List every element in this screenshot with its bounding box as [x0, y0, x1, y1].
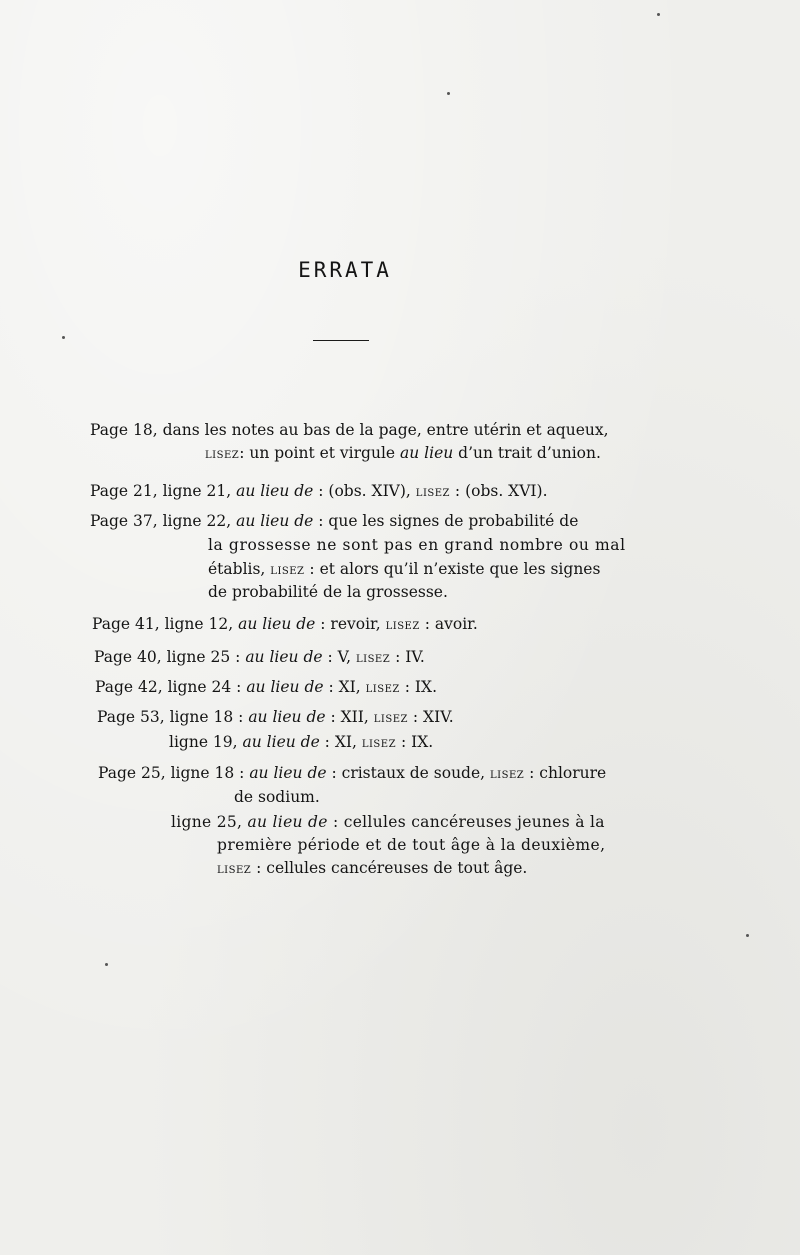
- line-text: : cristaux de soude,: [326, 764, 491, 782]
- errata-line: [90, 481, 548, 502]
- errata-line: [208, 535, 626, 555]
- line-text: : IX.: [399, 678, 438, 696]
- line-text: : IX.: [396, 733, 434, 751]
- line-text: ligne 25 :: [166, 648, 246, 666]
- page-ref: Page 37,: [90, 512, 158, 530]
- line-text: d’un trait d’union.: [453, 444, 601, 462]
- italic-text: au lieu de: [248, 708, 326, 726]
- italic-text: au lieu: [400, 444, 454, 462]
- errata-line: [217, 858, 527, 879]
- line-text: dans les notes au bas de la page, entre utérin et aqueux,: [162, 421, 609, 439]
- errata-line: [94, 647, 425, 668]
- scan-speck: [746, 934, 749, 937]
- lisez-label: lisez: [490, 766, 525, 782]
- line-text: : que les signes de probabilité de: [313, 512, 579, 530]
- line-text: : XIV.: [407, 708, 454, 726]
- scan-speck: [447, 92, 450, 95]
- lisez-label: lisez: [361, 735, 397, 751]
- line-text: : XI,: [323, 678, 366, 696]
- line-text: établis,: [208, 560, 271, 578]
- italic-text: au lieu de: [249, 764, 327, 782]
- italic-text: au lieu de: [236, 482, 314, 500]
- page-ref: Page 21,: [90, 482, 158, 500]
- errata-line: [208, 582, 448, 602]
- lisez-label: lisez: [373, 710, 408, 726]
- errata-line: [95, 677, 437, 698]
- errata-line: [171, 812, 605, 832]
- lisez-label: lisez: [355, 650, 391, 666]
- page-ref: Page 18,: [90, 421, 158, 439]
- line-text: ligne 25,: [171, 813, 248, 831]
- line-text: la grossesse ne sont pas en grand nombre ou mal: [208, 536, 626, 554]
- lisez-label: lisez: [217, 861, 252, 877]
- page-title: ERRATA: [298, 258, 392, 282]
- errata-line: [217, 835, 605, 855]
- errata-line: [90, 511, 578, 531]
- line-text: ligne 12,: [164, 615, 239, 633]
- page-ref: Page 25,: [98, 764, 166, 782]
- line-text: : revoir,: [315, 615, 386, 633]
- lisez-label: lisez: [270, 562, 305, 578]
- page-ref: Page 53,: [97, 708, 165, 726]
- title-rule: [313, 340, 369, 341]
- line-text: : IV.: [390, 648, 425, 666]
- line-text: : XII,: [325, 708, 374, 726]
- scan-speck: [657, 13, 660, 16]
- page-ref: Page 42,: [95, 678, 163, 696]
- errata-line: [234, 787, 320, 807]
- line-text: ligne 21,: [162, 482, 237, 500]
- line-text: ligne 19,: [169, 733, 243, 751]
- page-ref: Page 40,: [94, 648, 162, 666]
- lisez-label: lisez: [385, 617, 420, 633]
- errata-line: [90, 420, 609, 440]
- scan-speck: [105, 963, 108, 966]
- line-text: : cellules cancéreuses de tout âge.: [251, 859, 528, 877]
- line-text: : V,: [322, 648, 356, 666]
- italic-text: au lieu de: [238, 615, 316, 633]
- line-text: ligne 18 :: [170, 764, 250, 782]
- line-text: première période et de tout âge à la deuxième,: [217, 836, 606, 854]
- line-text: de probabilité de la grossesse.: [208, 583, 448, 601]
- italic-text: au lieu de: [242, 733, 320, 751]
- line-text: de sodium.: [234, 788, 320, 806]
- lisez-label: lisez: [205, 446, 240, 462]
- scan-speck: [62, 336, 65, 339]
- errata-line: [98, 763, 606, 784]
- lisez-label: lisez: [365, 680, 400, 696]
- line-text: ligne 22,: [162, 512, 237, 530]
- line-text: : chlorure: [524, 764, 607, 782]
- errata-line: [92, 614, 478, 635]
- line-text: ligne 18 :: [169, 708, 249, 726]
- errata-line: [97, 707, 454, 728]
- italic-text: au lieu de: [246, 678, 324, 696]
- line-text: : XI,: [319, 733, 362, 751]
- line-text: : avoir.: [419, 615, 478, 633]
- line-text: : (obs. XIV),: [313, 482, 416, 500]
- errata-line: [208, 559, 600, 580]
- line-text: : cellules cancéreuses jeunes à la: [327, 813, 605, 831]
- lisez-label: lisez: [415, 484, 450, 500]
- errata-line: [169, 732, 433, 753]
- line-text: : un point et virgule: [239, 444, 401, 462]
- italic-text: au lieu de: [236, 512, 314, 530]
- italic-text: au lieu de: [247, 813, 328, 831]
- errata-line: [205, 443, 601, 464]
- page-ref: Page 41,: [92, 615, 160, 633]
- line-text: ligne 24 :: [167, 678, 247, 696]
- line-text: : (obs. XVI).: [450, 482, 548, 500]
- italic-text: au lieu de: [245, 648, 323, 666]
- line-text: : et alors qu’il n’existe que les signes: [304, 560, 601, 578]
